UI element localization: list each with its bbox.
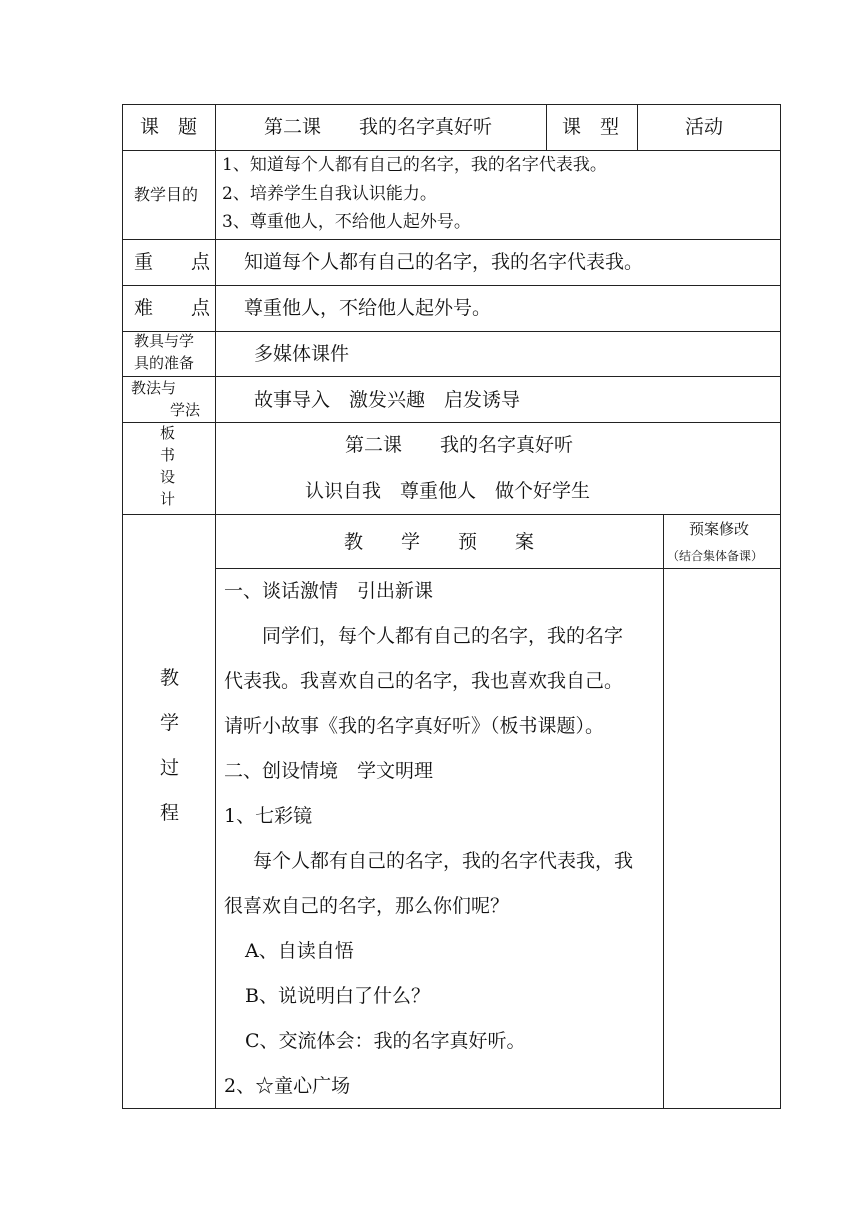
row-divider xyxy=(122,422,781,423)
process-label-char: 学 xyxy=(160,712,180,734)
row-divider xyxy=(122,376,781,377)
key-point-value: 知道每个人都有自己的名字，我的名字代表我。 xyxy=(244,251,644,273)
revise-column-divider xyxy=(663,514,664,1109)
objective-item: 1、知道每个人都有自己的名字，我的名字代表我。 xyxy=(222,155,607,175)
topic-label: 课 题 xyxy=(140,116,198,138)
tools-label-line1: 教具与学 xyxy=(134,332,195,350)
process-label-char: 教 xyxy=(160,667,180,689)
type-value: 活动 xyxy=(685,116,724,138)
board-label-char: 书 xyxy=(160,446,176,464)
row-divider xyxy=(122,285,781,286)
tools-value: 多媒体课件 xyxy=(254,343,350,365)
objectives-label: 教学目的 xyxy=(134,185,199,204)
board-line1: 第二课 我的名字真好听 xyxy=(345,434,574,456)
key-point-label: 重 点 xyxy=(134,251,211,273)
type-label-divider-left xyxy=(546,104,547,151)
plan-line: 同学们，每个人都有自己的名字，我的名字 xyxy=(224,625,624,647)
plan-line: 2、☆童心广场 xyxy=(224,1075,351,1097)
difficulty-label: 难 点 xyxy=(134,297,211,319)
tools-label-line2: 具的准备 xyxy=(134,354,195,372)
plan-line: C、交流体会：我的名字真好听。 xyxy=(226,1030,526,1052)
plan-line: 请听小故事《我的名字真好听》（板书课题）。 xyxy=(224,715,605,737)
plan-line: 一、谈话激情 引出新课 xyxy=(224,580,434,602)
board-label-char: 设 xyxy=(160,468,176,486)
process-label-char: 程 xyxy=(160,802,180,824)
table-border-left xyxy=(122,104,123,1109)
objective-item: 2、培养学生自我认识能力。 xyxy=(222,184,437,204)
plan-line: 很喜欢自己的名字，那么你们呢？ xyxy=(224,895,510,917)
type-label: 课 型 xyxy=(562,116,620,138)
board-label-char: 计 xyxy=(160,490,176,508)
table-border-bottom xyxy=(122,1108,781,1109)
table-border-top xyxy=(122,104,781,105)
board-label-char: 板 xyxy=(160,424,176,442)
table-border-right xyxy=(780,104,781,1109)
row-divider xyxy=(122,331,781,332)
type-label-divider-right xyxy=(637,104,638,151)
plan-line: 每个人都有自己的名字，我的名字代表我，我 xyxy=(234,850,634,872)
methods-label-line2: 学法 xyxy=(170,401,201,419)
row-divider xyxy=(122,239,781,240)
process-label-char: 过 xyxy=(160,757,180,779)
revise-header: 预案修改 xyxy=(689,520,750,538)
plan-line: A、自读自悟 xyxy=(226,940,354,962)
objective-item: 3、尊重他人，不给他人起外号。 xyxy=(222,212,471,232)
revise-subheader: （结合集体备课） xyxy=(667,549,764,563)
difficulty-value: 尊重他人，不给他人起外号。 xyxy=(244,297,492,319)
label-column-divider xyxy=(215,104,216,1109)
topic-value: 第二课 我的名字真好听 xyxy=(264,116,493,138)
plan-line: 代表我。我喜欢自己的名字，我也喜欢我自己。 xyxy=(224,670,624,692)
plan-line: B、说说明白了什么？ xyxy=(226,985,430,1007)
plan-line: 二、创设情境 学文明理 xyxy=(224,760,434,782)
board-line2: 认识自我 尊重他人 做个好学生 xyxy=(305,480,591,502)
row-divider xyxy=(122,150,781,151)
plan-header: 教 学 预 案 xyxy=(344,531,535,553)
methods-value: 故事导入 激发兴趣 启发诱导 xyxy=(254,389,521,411)
methods-label-line1: 教法与 xyxy=(131,379,177,397)
plan-line: 1、七彩镜 xyxy=(224,805,313,827)
row-divider xyxy=(215,568,781,569)
row-divider xyxy=(122,514,781,515)
